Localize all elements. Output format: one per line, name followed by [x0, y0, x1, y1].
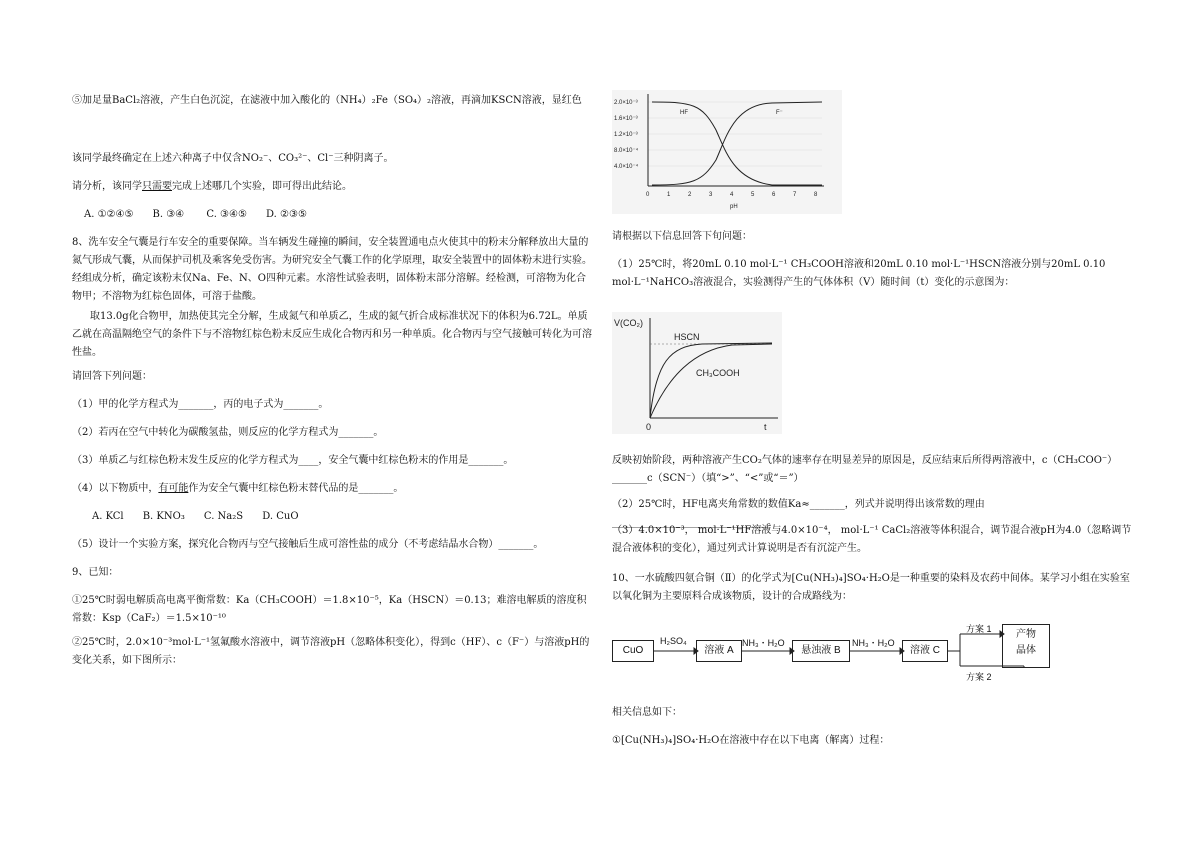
- ytick-5: 4.0×10⁻⁴: [614, 164, 639, 170]
- sub-q3: （3）单质乙与红棕色粉末发生反应的化学方程式为____，安全气囊中红棕色粉末的作用是_______。: [72, 455, 514, 466]
- xtick-0: 0: [646, 192, 650, 198]
- info-prompt: 请根据以下信息回答下旬问题：: [612, 231, 752, 242]
- product-line-2: 晶体: [1016, 645, 1036, 656]
- hf-ph-graph: [612, 90, 842, 214]
- x-axis-label: pH: [730, 204, 738, 210]
- question-8: 8、洗车安全气囊是行车安全的重要保障。当车辆发生碰撞的瞬间，安全装置通电点火使其中的粉末分解释放出大量的氮气形成气囊，从而保护司机及乘客免受伤害。为研究安全气囊工作的化学原理，取安全装置中的固体粉末进行实验。经组成分析，确定该粉末仅Na、Fe、N、O四种元素。水溶性试验表明，固体粉末部分溶解。经检测，可溶物为化合物甲；不溶物为红棕色固体，可溶于盐酸。: [72, 237, 592, 302]
- f-label: F⁻: [776, 110, 783, 116]
- q4-pre: （4）以下物质中，: [72, 483, 159, 494]
- reagent-nh3-1: NH₃・H₂O: [742, 638, 785, 648]
- question-9: 9、已知：: [72, 567, 119, 578]
- scheme-2-label: 方案 2: [966, 672, 992, 682]
- sub-q9-1-cont: 反映初始阶段，两种溶液产生CO₂气体的速率存在明显差异的原因是，反应结束后所得两溶液中，c（CH₃COO⁻）_______c（SCN⁻）（填“>”、“<”或“＝”）: [612, 455, 1118, 484]
- xtick-5: 5: [751, 192, 755, 198]
- hf-label: HF: [680, 110, 688, 116]
- scheme-1-label: 方案 1: [966, 624, 992, 634]
- given-2: ②25℃时，2.0×10⁻³mol·L⁻¹氢氟酸水溶液中，调节溶液pH（忽略体积变化），得到c（HF）、c（F⁻）与溶液pH的变化关系，如下图所示：: [72, 637, 590, 666]
- ytick-4: 8.0×10⁻⁴: [614, 148, 639, 154]
- info-1: ①[Cu(NH₃)₄]SO₄·H₂O在溶液中存在以下电离（解离）过程：: [612, 735, 890, 746]
- sub-q9-3: （3）4.0×10⁻³， mol·L⁻¹HF溶液与4.0×10⁻⁴， mol·L⁻¹ CaCl₂溶液等体积混合，调节混合液pH为4.0（忽略调节混合液体积的变化），通过列式计算说明是否有沉淀产生。: [612, 525, 1132, 554]
- xtick-7: 7: [793, 192, 797, 198]
- flow-arrows: [612, 618, 1072, 688]
- q-underline: 只需要: [142, 181, 172, 192]
- options-q4: A. KCl B. KNO₃ C. Na₂S D. CuO: [92, 511, 299, 522]
- product-line-1: 产物: [1016, 629, 1036, 640]
- answer-prompt: 请回答下列问题：: [72, 371, 152, 382]
- related-info: 相关信息如下：: [612, 707, 682, 718]
- ytick-1: 2.0×10⁻³: [614, 100, 638, 106]
- sub-q9-1: （1）25℃时，将20mL 0.10 mol·L⁻¹ CH₃COOH溶液和20mL 0.10 mol·L⁻¹HSCN溶液分别与20mL 0.10 mol·L⁻¹NaHCO₃溶液混合，实验测得产生的气体体积（V）随时间（t）变化的示意图为：: [612, 259, 1106, 288]
- solution-c-box: 溶液 C: [902, 640, 948, 662]
- q4-underline: 有可能: [158, 483, 189, 494]
- q4-post: 作为安全气囊中红棕色粉末替代品的是_______。: [188, 483, 404, 494]
- sub-q4: [72, 480, 592, 498]
- suspension-b-box: 悬浊液 B: [792, 640, 850, 662]
- xtick-6: 6: [772, 192, 776, 198]
- para-question: [72, 178, 592, 196]
- sub-q9-2: （2）25℃时，HF电离夹角常数的数值Ka≈_______，列式并说明得出该常数的理由_______________________________。: [612, 499, 985, 528]
- xtick-3: 3: [709, 192, 713, 198]
- sub-q1: （1）甲的化学方程式为_______，丙的电子式为_______。: [72, 399, 329, 410]
- sub-q5: （5）设计一个实验方案，探究化合物丙与空气接触后生成可溶性盐的成分（不考虑结晶水合物）_______。: [72, 539, 544, 550]
- solution-a-box: 溶液 A: [696, 640, 742, 662]
- xtick-1: 1: [667, 192, 671, 198]
- para-5: ⑤加足量BaCl₂溶液，产生白色沉淀，在滤液中加入酸化的（NH₄）₂Fe（SO₄）₂溶液，再滴加KSCN溶液，显红色: [72, 95, 582, 106]
- v-t-graph: [612, 312, 782, 434]
- given-1: ①25℃时弱电解质高电离平衡常数：Ka（CH₃COOH）＝1.8×10⁻⁵，Ka（HSCN）＝0.13；难溶电解质的溶度积常数：Ksp（CaF₂）＝1.5×10⁻¹⁰: [72, 595, 587, 624]
- synthesis-flowchart: [612, 618, 1072, 688]
- t-axis-label: t: [764, 422, 767, 432]
- xtick-2: 2: [688, 192, 692, 198]
- y-axis-label: V(CO₂): [614, 318, 643, 328]
- ch3cooh-label: CH₃COOH: [696, 368, 740, 378]
- question-8-detail: 取13.0g化合物甲，加热使其完全分解，生成氮气和单质乙，生成的氮气折合成标准状况下的体积为6.72L。单质乙就在高温隔绝空气的条件下与不溶物红棕色粉末反应生成化合物丙和另一种单质。化合物丙与空气接触可转化为可溶性盐。: [72, 311, 592, 358]
- sub-q2: （2）若丙在空气中转化为碳酸氢盐，则反应的化学方程式为_______。: [72, 427, 384, 438]
- ytick-2: 1.6×10⁻³: [614, 116, 638, 122]
- q-post: 完成上述哪几个实验，即可得出此结论。: [172, 181, 352, 192]
- hscn-label: HSCN: [674, 332, 700, 342]
- origin-label: 0: [646, 422, 652, 432]
- options-7: A. ①②④⑤ B. ③④ C. ③④⑤ D. ②③⑤: [84, 209, 307, 220]
- xtick-8: 8: [814, 192, 818, 198]
- para-conclusion: 该同学最终确定在上述六种离子中仅含NO₂⁻、CO₃²⁻、Cl⁻三种阴离子。: [72, 153, 394, 164]
- q-pre: 请分析，该同学: [72, 181, 142, 192]
- xtick-4: 4: [730, 192, 734, 198]
- reagent-nh3-2: NH₃・H₂O: [852, 638, 895, 648]
- question-10: 10、一水硫酸四氨合铜（Ⅱ）的化学式为[Cu(NH₃)₄]SO₄·H₂O是一种重要的染料及农药中间体。某学习小组在实验室以氧化铜为主要原料合成该物质，设计的合成路线为：: [612, 573, 1130, 602]
- reagent-h2so4: H₂SO₄: [660, 636, 687, 646]
- cuo-box: CuO: [612, 640, 654, 662]
- ytick-3: 1.2×10⁻³: [614, 132, 638, 138]
